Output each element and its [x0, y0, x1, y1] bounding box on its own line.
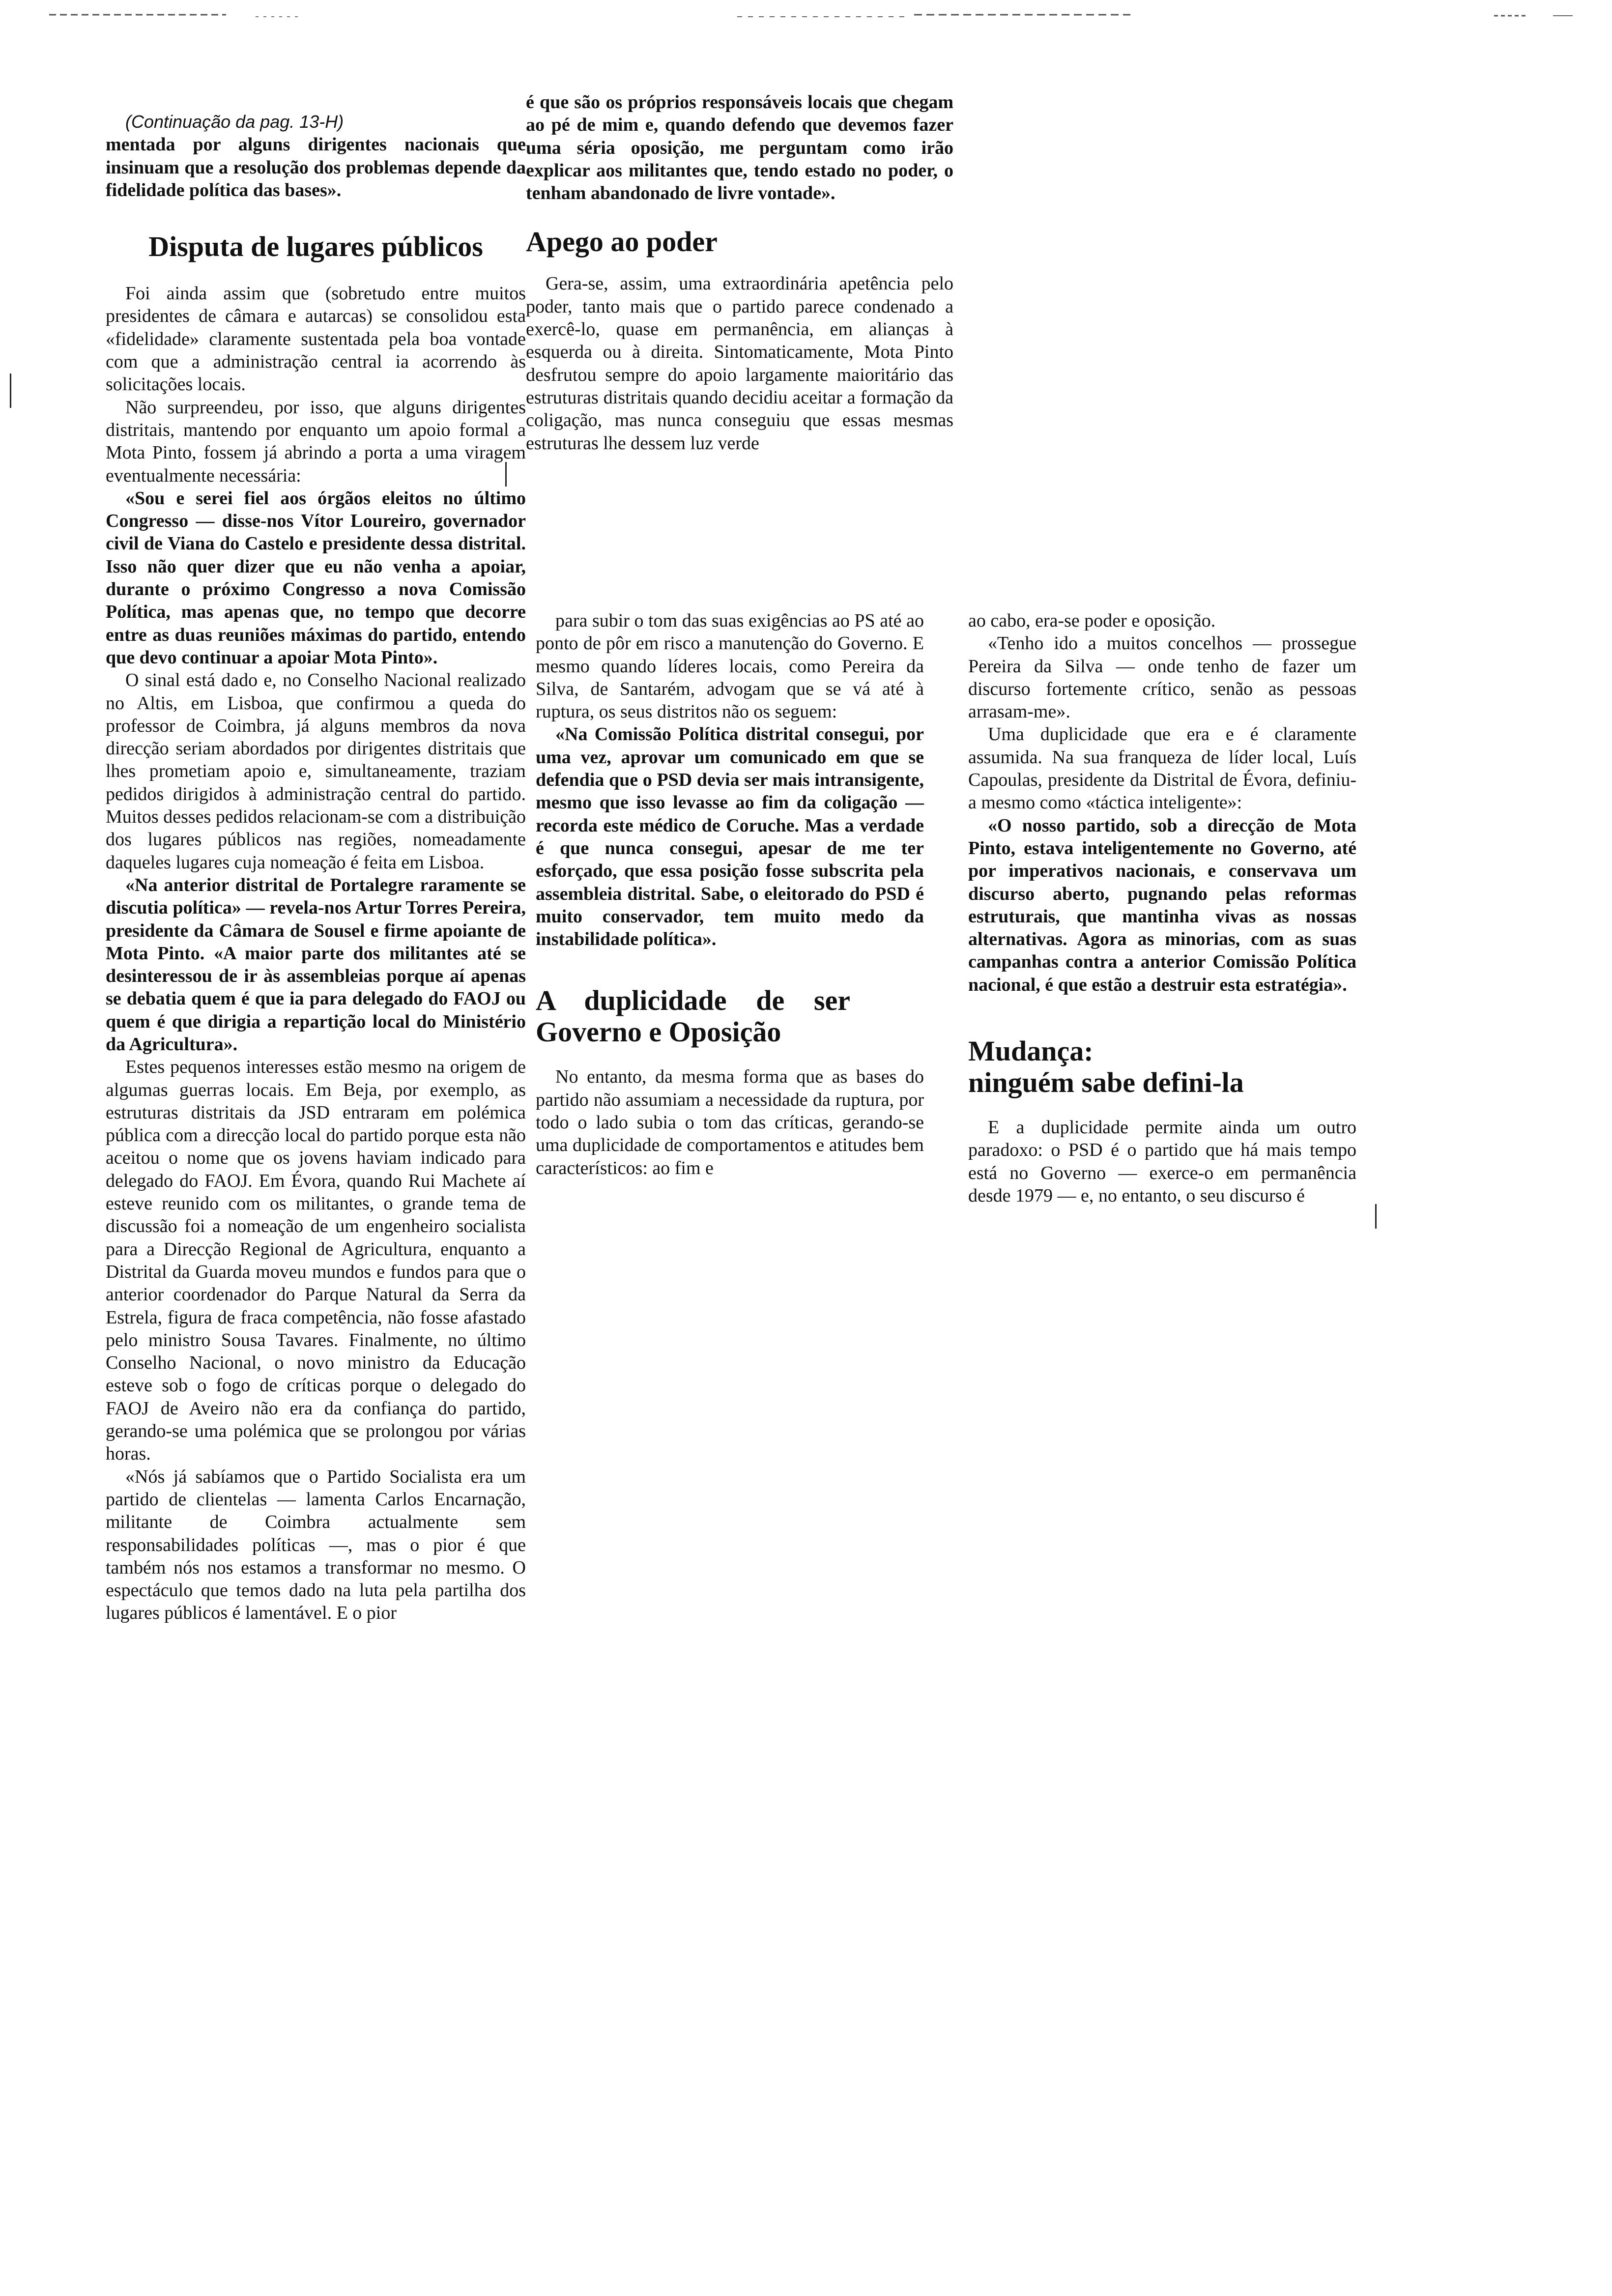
col1-body	[106, 282, 526, 1625]
col1-paragraph: Foi ainda assim que (sobretudo entre muitos presidentes de câmara e autarcas) se consolidou esta «fidelidade» claramente sustentada pela boa vontade com que a administração central ia acorrendo às solicitações locais.	[106, 283, 526, 395]
col1-paragraph: O sinal está dado e, no Conselho Nacional realizado no Altis, em Lisboa, que confirmou a queda do professor de Coimbra, já alguns membros da nova direcção seriam abordados por dirigentes distritais que lhes prometiam apoio e, simultaneamente, traziam pedidos dirigidos à administração central do partido. Muitos desses pedidos relacionam-se com a distribuição dos lugares públicos nas regiões, nomeadamente daqueles lugares cuja nomeação é feita em Lisboa.	[106, 670, 526, 873]
col2-top-paragraph: é que são os próprios responsáveis locais que chegam ao pé de mim e, quando defendo que devemos fazer uma séria oposição, me perguntam como irão explicar aos militantes que, tendo estado no poder, o tenham abandonado de livre vontade».	[526, 92, 953, 204]
col4-paragraph: ao cabo, era-se poder e oposição.	[968, 610, 1216, 631]
col1-top-paragraph: mentada por alguns dirigentes nacionais que insinuam que a resolução dos problemas depende da fidelidade política das bases».	[106, 134, 526, 201]
col1-paragraph: Não surpreendeu, por isso, que alguns dirigentes distritais, mantendo por enquanto um apoio formal a Mota Pinto, fossem já abrindo a porta a uma viragem eventualmente necessária:	[106, 397, 526, 486]
heading-mudanca-line2: ninguém sabe defini-la	[968, 1066, 1244, 1099]
col1-paragraph: «Na anterior distrital de Portalegre raramente se discutia política» — revela-nos Artur Torres Pereira, presidente da Câmara de Sousel e firme apoiante de Mota Pinto. «A maior parte dos militantes até se desinteressou de ir às assembleias porque aí apenas se debatia quem é que ia para delegado do FAOJ ou quem é que dirigia a repartição local do Ministério da Agricultura».	[106, 874, 526, 1055]
col3-paragraph: para subir o tom das suas exigências ao PS até ao ponto de pôr em risco a manutenção do Governo. E mesmo quando líderes locais, como Pereira da Silva, de Santarém, advogam que se vá até à ruptura, os seus distritos não os seguem:	[536, 610, 924, 722]
col1-paragraph: Estes pequenos interesses estão mesmo na origem de algumas guerras locais. Em Beja, por exemplo, as estruturas distritais da JSD entraram em polémica pública com a direcção local do partido porque esta não aceitou o nome que os jovens haviam indicado para delegado do FAOJ. Em Évora, quando Rui Machete aí esteve reunido com os militantes, o grande tema de discussão foi a nomeação de um engenheiro socialista para a Direcção Regional de Agricultura, enquanto a Distrital da Guarda moveu mundos e fundos para que o anterior coordenador do Parque Natural da Serra da Estrela, figura de fraca competência, não fosse afastado pelo ministro Sousa Tavares. Finalmente, no último Conselho Nacional, o novo ministro da Educação esteve sob o fogo de críticas porque o delegado do FAOJ de Aveiro não era da confiança do partido, gerando-se uma polémica que se prolongou por várias horas.	[106, 1057, 526, 1464]
column-4	[968, 609, 1356, 1207]
heading-disputa: Disputa de lugares públicos	[148, 230, 483, 263]
heading-duplicidade: A duplicidade de ser Governo e Oposição	[536, 984, 850, 1048]
col4-bottom-paragraph: E a duplicidade permite ainda um outro paradoxo: o PSD é o partido que há mais tempo está no Governo — exerce-o em permanência desde 1979 — e, no entanto, o seu discurso é	[968, 1117, 1356, 1206]
col4-body	[968, 609, 1356, 996]
col4-paragraph: «Tenho ido a muitos concelhos — prossegue Pereira da Silva — onde tenho de fazer um discurso fortemente crítico, senão as pessoas arrasam-me».	[968, 633, 1356, 722]
col3-bottom-paragraph: No entanto, da mesma forma que as bases do partido não assumiam a necessidade da ruptura, por todo o lado subia o tom das críticas, gerando-se uma duplicidade de comportamentos e atitudes bem característicos: ao fim e	[536, 1066, 924, 1178]
column-2	[526, 91, 953, 455]
column-3	[536, 609, 924, 1179]
col3-paragraph: «Na Comissão Política distrital consegui, por uma vez, aprovar um comunicado em que se defendia que o PSD devia ser mais intransigente, mesmo que isso levasse ao fim da coligação — recorda este médico de Coruche. Mas a verdade é que nunca consegui, apesar de me ter esforçado, que essa posição fosse subscrita pela assembleia distrital. Sabe, o eleitorado do PSD é muito conservador, tem muito medo da instabilidade política».	[536, 724, 924, 950]
col4-paragraph: «O nosso partido, sob a direcção de Mota Pinto, estava inteligentemente no Governo, até por imperativos nacionais, e conservava um discurso aberto, pugnando pelas reformas estruturais, que mantinha vivas as nossas alternativas. Agora as minorias, com as suas campanhas contra a anterior Comissão Política nacional, é que estão a destruir esta estratégia».	[968, 815, 1356, 995]
scan-noise-graphic	[0, 0, 1612, 29]
col3-body	[536, 609, 924, 950]
heading-mudanca-line1: Mudança:	[968, 1035, 1094, 1067]
continuation-note: (Continuação da pag. 13-H)	[125, 112, 344, 132]
col1-paragraph: «Nós já sabíamos que o Partido Socialista era um partido de clientelas — lamenta Carlos Encarnação, militante de Coimbra actualmente sem responsabilidades políticas —, mas o pior é que também nós nos estamos a transformar no mesmo. O espectáculo que temos dado na luta pela partilha dos lugares públicos é lamentável. E o pior	[106, 1466, 526, 1624]
col2-paragraph: Gera-se, assim, uma extraordinária apetência pelo poder, tanto mais que o partido parece condenado a exercê-lo, quase em permanência, em alianças à esquerda ou à direita. Sintomaticamente, Mota Pinto desfrutou sempre do apoio largamente maioritário das estruturas distritais quando decidiu aceitar a formação da coligação, mas nunca conseguiu que essas mesmas estruturas lhe dessem luz verde	[526, 273, 953, 454]
col1-paragraph: «Sou e serei fiel aos órgãos eleitos no último Congresso — disse-nos Vítor Loureiro, governador civil de Viana do Castelo e presidente dessa distrital. Isso não quer dizer que eu não venha a apoiar, durante o próximo Congresso a nova Comissão Política, mas apenas que, no tempo que decorre entre as duas reuniões máximas do partido, entendo que devo continuar a apoiar Mota Pinto».	[106, 488, 526, 668]
heading-apego: Apego ao poder	[526, 226, 718, 258]
col4-paragraph: Uma duplicidade que era e é claramente assumida. Na sua franqueza de líder local, Luís Capoulas, presidente da Distrital de Évora, definiu-a mesmo como «táctica inteligente»:	[968, 724, 1356, 813]
scan-noise-top	[0, 0, 1612, 29]
margin-mark-left	[10, 373, 11, 408]
margin-mark-right	[1375, 1204, 1377, 1229]
column-1	[106, 111, 526, 1625]
